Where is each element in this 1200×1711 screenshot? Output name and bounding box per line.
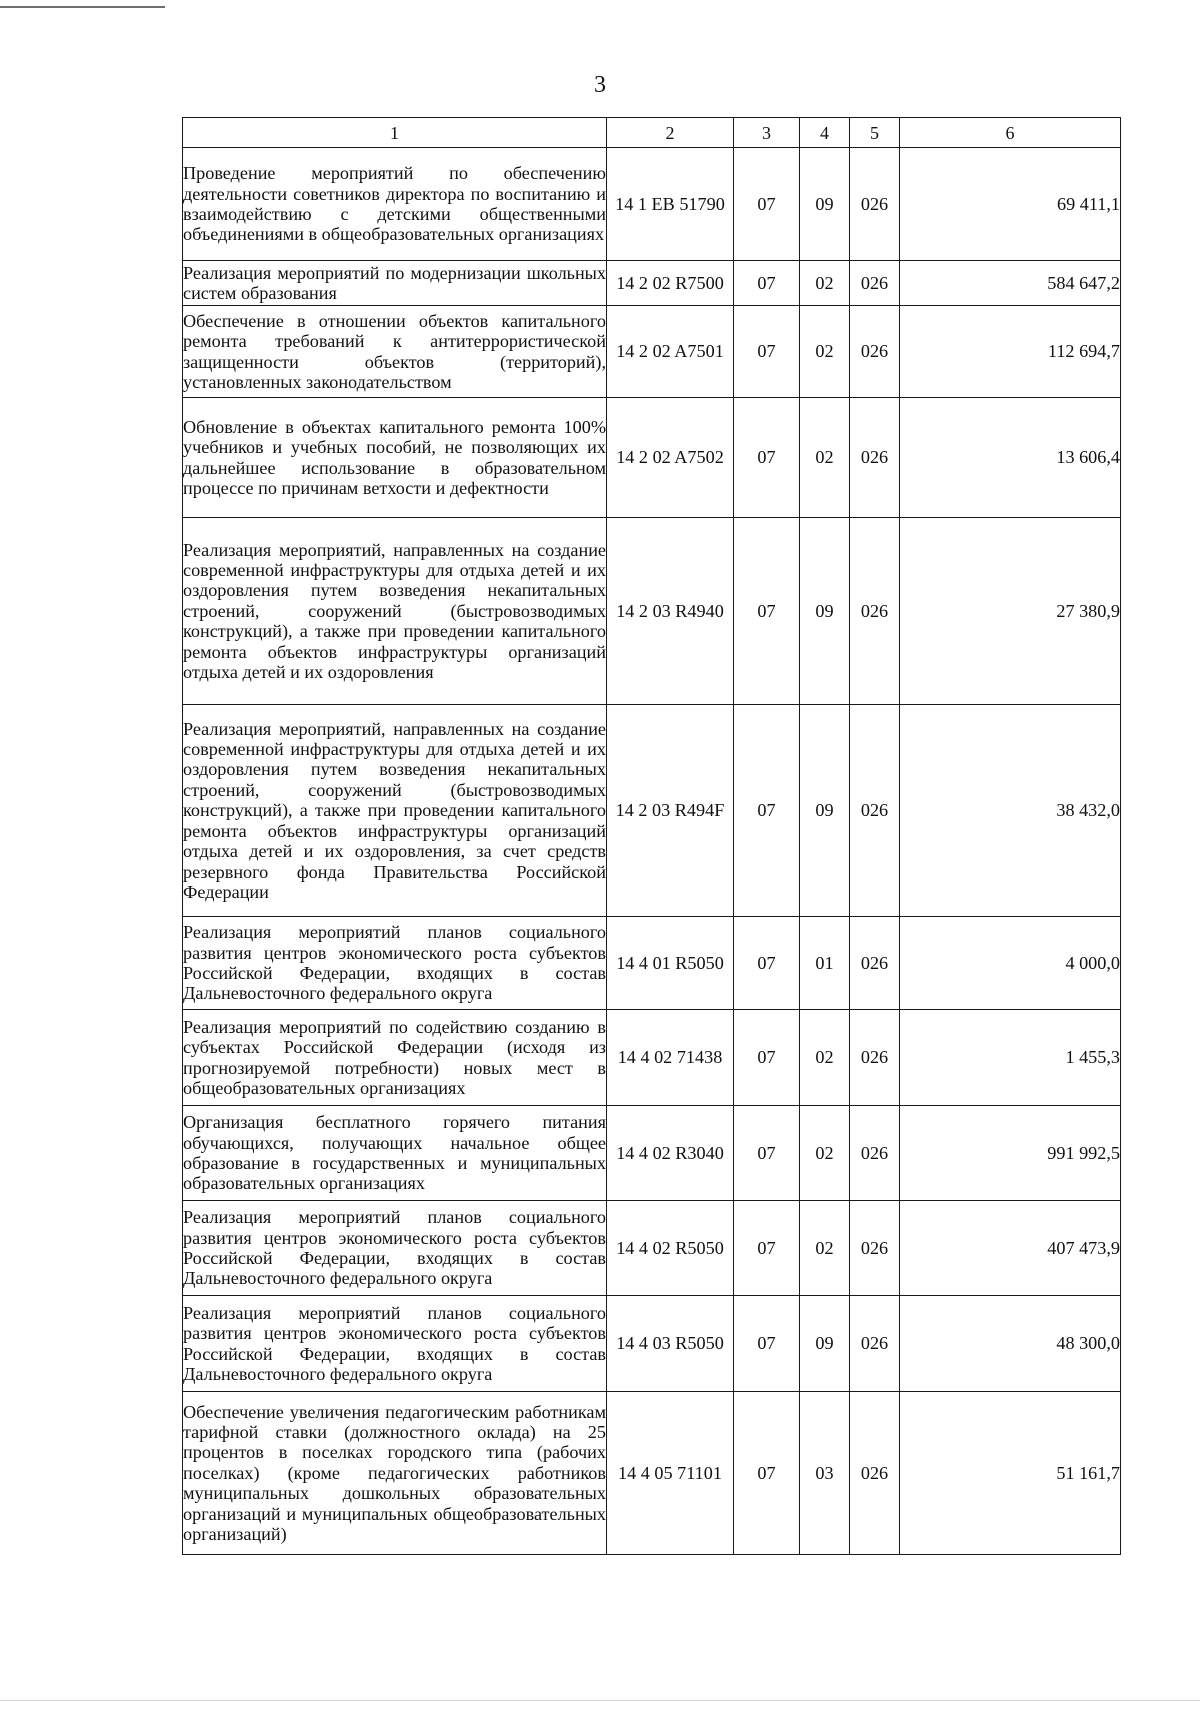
table-row	[183, 1296, 1121, 1392]
row-group: 026	[850, 261, 900, 306]
row-target-code: 14 2 02 R7500	[607, 261, 734, 306]
row-name: Обновление в объектах капитального ремонта 100% учебников и учебных пособий, не позволяющих их дальнейшее использование в образовательном процессе по причинам ветхости и дефектности	[183, 398, 607, 518]
table-row	[183, 1010, 1121, 1106]
row-section: 07	[734, 518, 800, 705]
row-name: Реализация мероприятий, направленных на создание современной инфраструктуры для отдыха детей и их оздоровления путем возведения некапитальных строений, сооружений (быстровозводимых конструкций), а также при проведении капитального ремонта объектов инфраструктуры организаций отдыха детей и их оздоровления	[183, 518, 607, 705]
row-section: 07	[734, 705, 800, 917]
table-row	[183, 398, 1121, 518]
row-name: Реализация мероприятий планов социального развития центров экономического роста субъектов Российской Федерации, входящих в состав Дальневосточного федерального округа	[183, 1296, 607, 1392]
row-amount: 112 694,7	[900, 306, 1121, 398]
row-name: Обеспечение увеличения педагогическим работникам тарифной ставки (должностного оклада) на 25 процентов в поселках городского типа (рабочих поселках) (кроме педагогических работников муниципальных дошкольных образовательных организаций и муниципальных общеобразовательных организаций)	[183, 1392, 607, 1555]
row-subsection: 09	[800, 148, 850, 261]
row-subsection: 09	[800, 705, 850, 917]
row-section: 07	[734, 917, 800, 1010]
row-target-code: 14 4 02 71438	[607, 1010, 734, 1106]
row-amount: 407 473,9	[900, 1201, 1121, 1296]
row-name: Реализация мероприятий по модернизации школьных систем образования	[183, 261, 607, 306]
row-name: Проведение мероприятий по обеспечению деятельности советников директора по воспитанию и взаимодействию с детскими общественными объединениями в общеобразовательных организациях	[183, 148, 607, 261]
row-group: 026	[850, 148, 900, 261]
table-row	[183, 1201, 1121, 1296]
row-section: 07	[734, 261, 800, 306]
row-section: 07	[734, 398, 800, 518]
row-target-code: 14 2 02 A7501	[607, 306, 734, 398]
row-name: Организация бесплатного горячего питания обучающихся, получающих начальное общее образование в государственных и муниципальных образовательных организациях	[183, 1106, 607, 1201]
row-amount: 51 161,7	[900, 1392, 1121, 1555]
col-header-6: 6	[900, 118, 1121, 148]
col-header-4: 4	[800, 118, 850, 148]
row-target-code: 14 2 02 A7502	[607, 398, 734, 518]
row-target-code: 14 2 03 R494F	[607, 705, 734, 917]
row-group: 026	[850, 1392, 900, 1555]
row-group: 026	[850, 518, 900, 705]
row-name: Реализация мероприятий, направленных на создание современной инфраструктуры для отдыха детей и их оздоровления путем возведения некапитальных строений, сооружений (быстровозводимых конструкций), а также при проведении капитального ремонта объектов инфраструктуры организаций отдыха детей и их оздоровления, за счет средств резервного фонда Правительства Российской Федерации	[183, 705, 607, 917]
row-amount: 48 300,0	[900, 1296, 1121, 1392]
row-group: 026	[850, 306, 900, 398]
row-amount: 4 000,0	[900, 917, 1121, 1010]
row-section: 07	[734, 1201, 800, 1296]
scan-edge-line-bottom	[0, 1700, 1200, 1701]
row-amount: 1 455,3	[900, 1010, 1121, 1106]
table-row	[183, 1392, 1121, 1555]
row-target-code: 14 4 02 R3040	[607, 1106, 734, 1201]
col-header-5: 5	[850, 118, 900, 148]
budget-table	[182, 117, 1121, 1555]
row-section: 07	[734, 1106, 800, 1201]
row-subsection: 01	[800, 917, 850, 1010]
row-subsection: 09	[800, 518, 850, 705]
row-target-code: 14 4 03 R5050	[607, 1296, 734, 1392]
row-group: 026	[850, 1201, 900, 1296]
row-amount: 584 647,2	[900, 261, 1121, 306]
table-row	[183, 148, 1121, 261]
row-amount: 38 432,0	[900, 705, 1121, 917]
row-name: Реализация мероприятий планов социального развития центров экономического роста субъектов Российской Федерации, входящих в состав Дальневосточного федерального округа	[183, 917, 607, 1010]
table-row	[183, 518, 1121, 705]
table-row	[183, 306, 1121, 398]
row-subsection: 03	[800, 1392, 850, 1555]
row-section: 07	[734, 1010, 800, 1106]
row-subsection: 02	[800, 1106, 850, 1201]
col-header-1: 1	[183, 118, 607, 148]
row-section: 07	[734, 306, 800, 398]
row-amount: 27 380,9	[900, 518, 1121, 705]
table-row	[183, 917, 1121, 1010]
row-name: Реализация мероприятий планов социального развития центров экономического роста субъектов Российской Федерации, входящих в состав Дальневосточного федерального округа	[183, 1201, 607, 1296]
row-target-code: 14 1 EB 51790	[607, 148, 734, 261]
table-row	[183, 1106, 1121, 1201]
row-subsection: 02	[800, 306, 850, 398]
scan-edge-line	[0, 6, 165, 8]
row-name: Обеспечение в отношении объектов капитального ремонта требований к антитеррористической защищенности объектов (территорий), установленных законодательством	[183, 306, 607, 398]
row-subsection: 02	[800, 1201, 850, 1296]
row-subsection: 02	[800, 1010, 850, 1106]
col-header-3: 3	[734, 118, 800, 148]
row-group: 026	[850, 917, 900, 1010]
row-target-code: 14 2 03 R4940	[607, 518, 734, 705]
row-amount: 69 411,1	[900, 148, 1121, 261]
row-section: 07	[734, 1296, 800, 1392]
row-amount: 991 992,5	[900, 1106, 1121, 1201]
table-row	[183, 705, 1121, 917]
row-group: 026	[850, 1106, 900, 1201]
row-subsection: 09	[800, 1296, 850, 1392]
row-group: 026	[850, 705, 900, 917]
row-amount: 13 606,4	[900, 398, 1121, 518]
row-section: 07	[734, 1392, 800, 1555]
row-group: 026	[850, 1010, 900, 1106]
row-name: Реализация мероприятий по содействию созданию в субъектах Российской Федерации (исходя из прогнозируемой потребности) новых мест в общеобразовательных организациях	[183, 1010, 607, 1106]
row-group: 026	[850, 398, 900, 518]
header-row	[183, 118, 1121, 148]
col-header-2: 2	[607, 118, 734, 148]
row-target-code: 14 4 02 R5050	[607, 1201, 734, 1296]
table-row	[183, 261, 1121, 306]
row-section: 07	[734, 148, 800, 261]
row-subsection: 02	[800, 398, 850, 518]
page-number: 3	[594, 72, 606, 98]
row-target-code: 14 4 05 71101	[607, 1392, 734, 1555]
row-subsection: 02	[800, 261, 850, 306]
row-group: 026	[850, 1296, 900, 1392]
row-target-code: 14 4 01 R5050	[607, 917, 734, 1010]
